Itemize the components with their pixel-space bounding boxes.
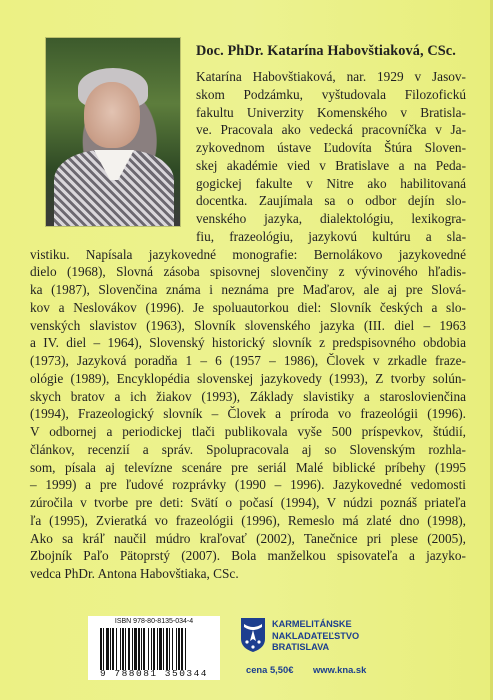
barcode-panel (88, 616, 220, 680)
bio-line: ka (1987), Slovenčina známa i neznáma pre Maďarov, ale aj pre Slová- (30, 282, 466, 297)
bio-line: Zbojník Paľo Pätoprstý (2007). Bola manželkou spisovateľa a jazyko- (30, 548, 466, 564)
author-name: Doc. PhDr. Katarína Habovštiaková, CSc. (196, 43, 456, 59)
publisher-logo-icon (240, 617, 266, 653)
bio-line: venského jazyka, dialektológiu, lexikogra- (196, 211, 466, 226)
isbn-label: ISBN 978-80-8135-034-4 (114, 618, 194, 625)
publisher-line-1: KARMELITÁNSKE (272, 619, 352, 629)
bio-line: dielo (1968), Slovná zásoba spisovnej slovenčiny z vývinového hľadis- (30, 264, 466, 280)
bio-line: V odbornej a periodickej tlači publikovala vyše 500 príspevkov, štúdií, (30, 424, 466, 439)
bio-line: gogickej fakulte v Nitre ako habilitovaná (196, 175, 466, 191)
bio-line: fiu, frazeológiu, jazykovú kultúru a sla- (196, 228, 466, 244)
publisher-name (272, 619, 382, 654)
bio-line: – 1999) a pre ľudové rozprávky (1990 – 1996). Jazykovedné vedomosti (30, 477, 466, 493)
bio-line: článkov, recenzií a správ. Spolupracovala aj so Slovenským rozhla- (30, 441, 466, 457)
price-label: cena 5,50€ (246, 664, 294, 675)
bio-line: (1973), Jazyková poradňa 1 – 6 (1957 – 1986), Človek v zrkadle fraze- (30, 353, 466, 368)
barcode-icon (100, 628, 208, 670)
bio-line: venských slavistov (1963), Slovník slovenského jazyka (III. diel – 1963 (30, 317, 466, 333)
bio-line: vedca PhDr. Antona Habovštiaka, CSc. (30, 566, 239, 581)
bio-line: skej akadémie vied v Bratislave a na Peda- (196, 157, 466, 173)
bio-line: skom Podzámku, vyštudovala Filozofickú (196, 86, 466, 102)
publisher-line-2: NAKLADATEĽSTVO (272, 630, 360, 641)
bio-line: vistiku. Napísala jazykovedné monografie: Bernolákovo jazykovedné (30, 246, 466, 262)
bio-line: ľa (1995), Zvieratká vo frazeológii (1996), Remeslo má zlaté dno (1998), (30, 512, 466, 528)
publisher-website: www.kna.sk (313, 664, 367, 675)
bio-line: docentka. Zaujímala sa o odbor dejín slo- (196, 193, 466, 209)
bio-line: zykovednom ústave Ľudovíta Štúra Sloven- (196, 140, 466, 155)
author-biography (30, 68, 466, 583)
bio-line: som, písala aj televízne scenáre pre seriál Malé biblické príbehy (1995 (30, 459, 466, 475)
bio-line: kov a Neslovákov (1996). Je spoluautorkou diel: Slovník českých a slo- (30, 299, 466, 315)
publisher-block (240, 617, 380, 687)
bio-line: zúročila v tvorbe pre deti: Svätí o počasí (1994), V núdzi poznáš priateľa (30, 495, 466, 510)
bio-line: skych bratov a ich žiakov (1993), Základy slavistiky a staroslovienčina (30, 388, 466, 404)
bio-line: ve. Pracovala ako vedecká pracovníčka v Ja- (196, 122, 466, 138)
bio-line: Ako sa kráľ naučil múdro kraľovať (2002), Tanečnice pri plese (2005), (30, 530, 466, 546)
bio-line: fakultu Univerzity Komenského v Bratisla- (196, 104, 466, 120)
bio-line: Katarína Habovštiaková, nar. 1929 v Jasov- (196, 69, 466, 84)
bio-line: a IV. diel – 1964), Slovenský historický slovník z predspisovného obdobia (30, 335, 466, 351)
bio-line: ológie (1989), Encyklopédia slovenskej jazykovedy (1993), Z tvorby solún- (30, 370, 466, 386)
barcode-digits: 9 788081 350344 (99, 668, 208, 679)
bio-line: (1994), Frazeologický slovník – Človek a príroda vo frazeológii (1996). (30, 406, 466, 422)
publisher-line-3: BRATISLAVA (272, 642, 330, 652)
